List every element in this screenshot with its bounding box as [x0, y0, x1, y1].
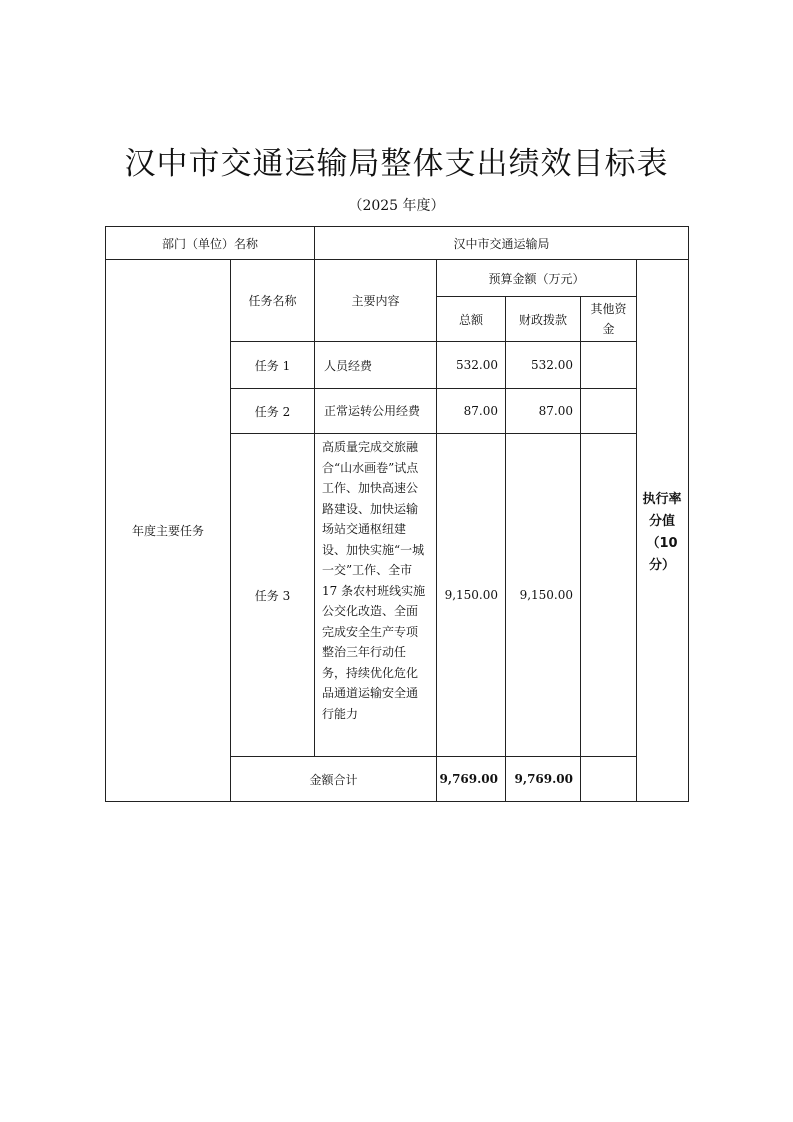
sum-total: 9,769.00	[439, 772, 498, 786]
dept-name-value: 汉中市交通运输局	[453, 236, 550, 251]
col-task-header: 任务名称	[248, 294, 297, 308]
col-total-header: 总额	[458, 312, 483, 327]
row1-content: 人员经费	[324, 358, 373, 373]
page-subtitle: （2025 年度）	[348, 198, 445, 214]
section-label: 年度主要任务	[131, 524, 204, 538]
row1-total: 532.00	[456, 358, 498, 372]
row1-fiscal: 532.00	[531, 358, 573, 372]
row3-other	[581, 434, 636, 756]
col-fiscal-header: 财政拨款	[518, 312, 567, 327]
row3-content: 高质量完成交旅融合“山水画卷”试点工作、加快高速公路建设、加快运输场站交通枢纽建设、加快实施“一城一交”工作、全市 17 条农村班线实施公交化改造、全面完成安全生产专项整治三年行动任务，持续优化危化品通道运输安全通行能力	[322, 440, 426, 721]
row3-task: 任务 3	[254, 588, 291, 603]
col-budget-header: 预算金额（万元）	[488, 271, 585, 286]
row2-fiscal: 87.00	[538, 404, 573, 418]
col-content-header: 主要内容	[351, 294, 400, 308]
row3-total: 9,150.00	[444, 588, 498, 602]
row1-task: 任务 1	[254, 358, 291, 373]
row2-task: 任务 2	[254, 404, 291, 419]
row2-other	[581, 389, 636, 433]
page-title: 汉中市交通运输局整体支出绩效目标表	[124, 146, 669, 182]
row3-fiscal: 9,150.00	[519, 588, 573, 602]
dept-name-label: 部门（单位）名称	[161, 236, 258, 251]
row2-total: 87.00	[463, 404, 498, 418]
col-other-header: 其他资金	[590, 302, 627, 336]
execution-rate-label: 执行率分值（10分）	[642, 492, 682, 573]
sum-other	[581, 757, 636, 801]
sum-fiscal: 9,769.00	[514, 772, 573, 786]
sum-label: 金额合计	[309, 772, 358, 787]
row1-other	[581, 342, 636, 388]
row2-content: 正常运转公用经费	[324, 404, 421, 418]
